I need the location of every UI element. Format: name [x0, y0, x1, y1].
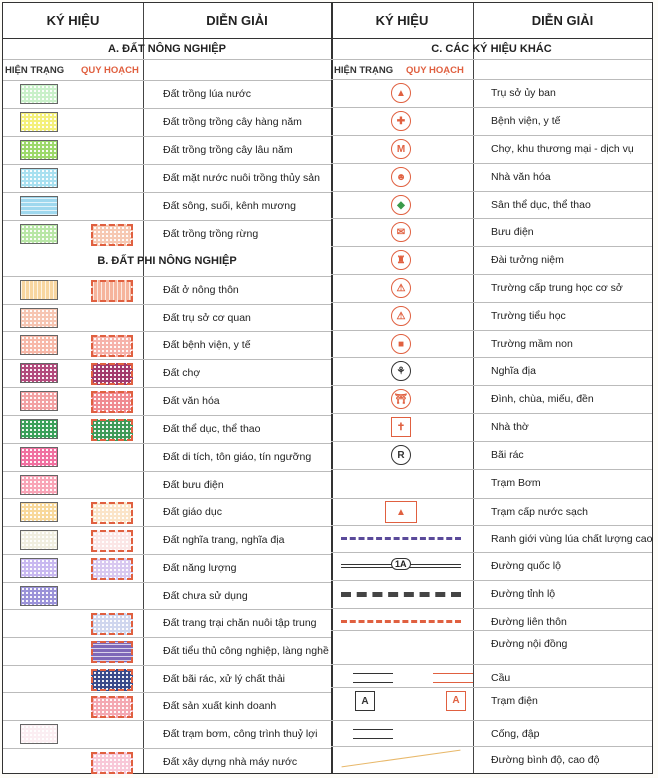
- row-divider: [331, 218, 652, 219]
- legend-label: Đất bãi rác, xử lý chất thải: [163, 673, 285, 685]
- current-swatch: [20, 530, 58, 550]
- bridge-icon-planned: [433, 673, 473, 683]
- culture-house-icon: ☻: [391, 167, 411, 187]
- national-road-line: [341, 559, 461, 570]
- legend-label: Đất văn hóa: [163, 395, 220, 407]
- provincial-road-line: [341, 592, 461, 597]
- row-divider: [3, 387, 331, 388]
- legend-label: Nghĩa địa: [491, 365, 536, 377]
- contour-line: [342, 750, 461, 768]
- row-divider: [331, 630, 652, 631]
- townhall-icon: ▲: [391, 83, 411, 103]
- legend-label: Đất sông, suối, kênh mương: [163, 200, 296, 212]
- column-divider: [473, 3, 474, 773]
- row-divider: [3, 415, 331, 416]
- current-swatch: [20, 724, 58, 744]
- row-divider: [3, 554, 331, 555]
- cemetery-icon: ⚘: [391, 361, 411, 381]
- planned-swatch: [91, 391, 133, 413]
- row-divider: [331, 469, 652, 470]
- primary-school-icon: ⚠: [391, 306, 411, 326]
- section-c-current-label: HIỆN TRẠNG: [334, 65, 394, 76]
- left-description-header: DIỄN GIẢI: [206, 13, 268, 28]
- row-divider: [3, 665, 331, 666]
- legend-label: Sân thể dục, thể thao: [491, 199, 591, 211]
- current-swatch: [20, 84, 58, 104]
- culvert-dam-icon: [353, 729, 393, 739]
- row-divider: [3, 276, 331, 277]
- row-divider: [331, 720, 652, 721]
- section-c-title: C. CÁC KÝ HIỆU KHÁC: [431, 43, 552, 55]
- current-swatch: [20, 140, 58, 160]
- planned-swatch: [91, 419, 133, 441]
- row-divider: [331, 191, 652, 192]
- current-swatch: [20, 475, 58, 495]
- row-divider: [3, 582, 331, 583]
- current-swatch: [20, 502, 58, 522]
- planned-swatch: [91, 669, 133, 691]
- row-divider: [3, 498, 331, 499]
- legend-label: Đất xây dựng nhà máy nước: [163, 756, 298, 768]
- row-divider: [3, 526, 331, 527]
- kindergarten-icon: ■: [391, 334, 411, 354]
- row-divider: [3, 359, 331, 360]
- road-number-badge: 1A: [391, 558, 411, 570]
- current-swatch: [20, 363, 58, 383]
- current-swatch: [20, 168, 58, 188]
- row-divider: [331, 580, 652, 581]
- row-divider: [331, 498, 652, 499]
- legend-label: Trường cấp trung học cơ sở: [491, 282, 623, 294]
- column-divider: [143, 3, 144, 773]
- legend-label: Đất trồng trồng cây lâu năm: [163, 144, 293, 156]
- legend-label: Đất sản xuất kinh doanh: [163, 700, 277, 712]
- current-swatch: [20, 196, 58, 216]
- legend-label: Cống, đập: [491, 728, 540, 740]
- row-divider: [331, 687, 652, 688]
- legend-label: Đình, chùa, miếu, đền: [491, 393, 594, 405]
- row-divider: [3, 304, 331, 305]
- legend-label: Nhà thờ: [491, 421, 529, 433]
- row-divider: [3, 164, 331, 165]
- left-symbol-header: KÝ HIỆU: [46, 13, 100, 28]
- bridge-icon: [353, 673, 393, 683]
- row-divider: [331, 79, 652, 80]
- legend-label: Đài tưởng niệm: [491, 254, 564, 266]
- row-divider: [3, 720, 331, 721]
- section-a-title: A. ĐẤT NÔNG NGHIỆP: [108, 43, 226, 55]
- right-symbol-header: KÝ HIỆU: [375, 13, 429, 28]
- stadium-icon: ◆: [391, 195, 411, 215]
- row-divider: [3, 748, 331, 749]
- legend-label: Trường mầm non: [491, 338, 573, 350]
- row-divider: [3, 443, 331, 444]
- legend-label: Đường quốc lộ: [491, 560, 561, 572]
- legend-label: Đất bệnh viện, y tế: [163, 339, 251, 351]
- row-divider: [331, 135, 652, 136]
- planned-swatch: [91, 335, 133, 357]
- section-a-current-label: HIỆN TRẠNG: [5, 65, 65, 76]
- current-swatch: [20, 112, 58, 132]
- planned-swatch: [91, 502, 133, 524]
- row-divider: [331, 59, 652, 60]
- row-divider: [331, 107, 652, 108]
- row-divider: [331, 746, 652, 747]
- planned-swatch: [91, 530, 133, 552]
- section-b-title: B. ĐẤT PHI NÔNG NGHIỆP: [97, 255, 237, 267]
- legend-label: Đất trồng trồng rừng: [163, 228, 259, 240]
- current-swatch: [20, 391, 58, 411]
- section-a-planned-label: QUY HOẠCH: [81, 65, 139, 76]
- intervillage-road-line: [341, 620, 461, 623]
- row-divider: [331, 302, 652, 303]
- planned-swatch: [91, 613, 133, 635]
- row-divider: [3, 609, 331, 610]
- planned-swatch: [91, 224, 133, 246]
- row-divider: [3, 59, 331, 60]
- legend-label: Đường tỉnh lộ: [491, 588, 556, 600]
- row-divider: [331, 357, 652, 358]
- legend-label: Đường bình độ, cao độ: [491, 754, 600, 766]
- row-divider: [3, 108, 331, 109]
- row-divider: [331, 385, 652, 386]
- row-divider: [331, 552, 652, 553]
- row-divider: [3, 192, 331, 193]
- row-divider: [331, 246, 652, 247]
- row-divider: [331, 330, 652, 331]
- substation-icon: A A: [355, 691, 375, 711]
- hospital-icon: ✚: [391, 111, 411, 131]
- pagoda-icon: ⛩: [391, 389, 411, 409]
- legend-label: Nhà văn hóa: [491, 171, 551, 183]
- planned-swatch: [91, 752, 133, 774]
- legend-label: Trạm điện: [491, 695, 538, 707]
- row-divider: [331, 441, 652, 442]
- row-divider: [3, 471, 331, 472]
- legend-label: Đất giáo dục: [163, 506, 222, 518]
- post-office-icon: ✉: [391, 222, 411, 242]
- water-station-icon: ▲: [385, 501, 417, 523]
- legend-table: [2, 2, 653, 774]
- legend-label: Đất trạm bơm, công trình thuỷ lợi: [163, 728, 318, 740]
- landfill-icon: R: [391, 445, 411, 465]
- planned-swatch: [91, 641, 133, 663]
- legend-label: Đất tiểu thủ công nghiệp, làng nghề: [163, 645, 329, 657]
- row-divider: [331, 413, 652, 414]
- legend-label: Đường liên thôn: [491, 616, 567, 628]
- legend-label: Đất trang trại chăn nuôi tập trung: [163, 617, 317, 629]
- substation-icon-planned: A: [446, 691, 466, 711]
- legend-label: Đất nghĩa trang, nghĩa địa: [163, 534, 285, 546]
- row-divider: [331, 608, 652, 609]
- row-divider: [3, 331, 331, 332]
- legend-label: Đất năng lượng: [163, 562, 237, 574]
- legend-label: Đất chưa sử dụng: [163, 590, 248, 602]
- church-icon: ✝: [391, 417, 411, 437]
- legend-label: Ranh giới vùng lúa chất lượng cao: [491, 533, 653, 545]
- header-divider: [3, 38, 652, 39]
- legend-label: Đất chợ: [163, 367, 201, 379]
- secondary-school-icon: ⚠: [391, 278, 411, 298]
- current-swatch: [20, 308, 58, 328]
- legend-label: Đất trồng trồng cây hàng năm: [163, 116, 302, 128]
- legend-label: Đất di tích, tôn giáo, tín ngưỡng: [163, 451, 312, 463]
- memorial-icon: ♜: [391, 250, 411, 270]
- right-description-header: DIỄN GIẢI: [531, 13, 594, 28]
- row-divider: [3, 692, 331, 693]
- legend-label: Trạm Bơm: [491, 477, 541, 489]
- rice-boundary-line: [341, 537, 461, 540]
- legend-label: Bưu điện: [491, 226, 534, 238]
- section-c-planned-label: QUY HOẠCH: [406, 65, 464, 76]
- row-divider: [331, 664, 652, 665]
- legend-label: Bãi rác: [491, 449, 524, 461]
- row-divider: [3, 637, 331, 638]
- row-divider: [331, 274, 652, 275]
- current-swatch: [20, 280, 58, 300]
- planned-swatch: [91, 363, 133, 385]
- row-divider: [3, 136, 331, 137]
- legend-label: Trụ sở ủy ban: [491, 87, 556, 99]
- legend-label: Trạm cấp nước sạch: [491, 506, 588, 518]
- current-swatch: [20, 558, 58, 578]
- planned-swatch: [91, 696, 133, 718]
- current-swatch: [20, 224, 58, 244]
- current-swatch: [20, 419, 58, 439]
- legend-label: Bệnh viện, y tế: [491, 115, 561, 127]
- legend-label: Đất trồng lúa nước: [163, 88, 252, 100]
- legend-label: Cầu: [491, 672, 511, 684]
- legend-label: Đất trụ sở cơ quan: [163, 312, 251, 324]
- legend-label: Trường tiểu học: [491, 310, 566, 322]
- legend-label: Đất bưu điện: [163, 479, 224, 491]
- legend-label: Chợ, khu thương mại - dịch vụ: [491, 143, 634, 155]
- legend-label: Đất thể dục, thể thao: [163, 423, 261, 435]
- current-swatch: [20, 586, 58, 606]
- planned-swatch: [91, 280, 133, 302]
- row-divider: [3, 80, 331, 81]
- current-swatch: [20, 335, 58, 355]
- row-divider: [331, 163, 652, 164]
- market-icon: M: [391, 139, 411, 159]
- row-divider: [3, 220, 331, 221]
- planned-swatch: [91, 558, 133, 580]
- legend-label: Đường nội đồng: [491, 638, 568, 650]
- row-divider: [331, 525, 652, 526]
- legend-label: Đất mặt nước nuôi trồng thủy sản: [163, 172, 320, 184]
- column-divider: [331, 3, 333, 773]
- current-swatch: [20, 447, 58, 467]
- legend-label: Đất ở nông thôn: [163, 284, 239, 296]
